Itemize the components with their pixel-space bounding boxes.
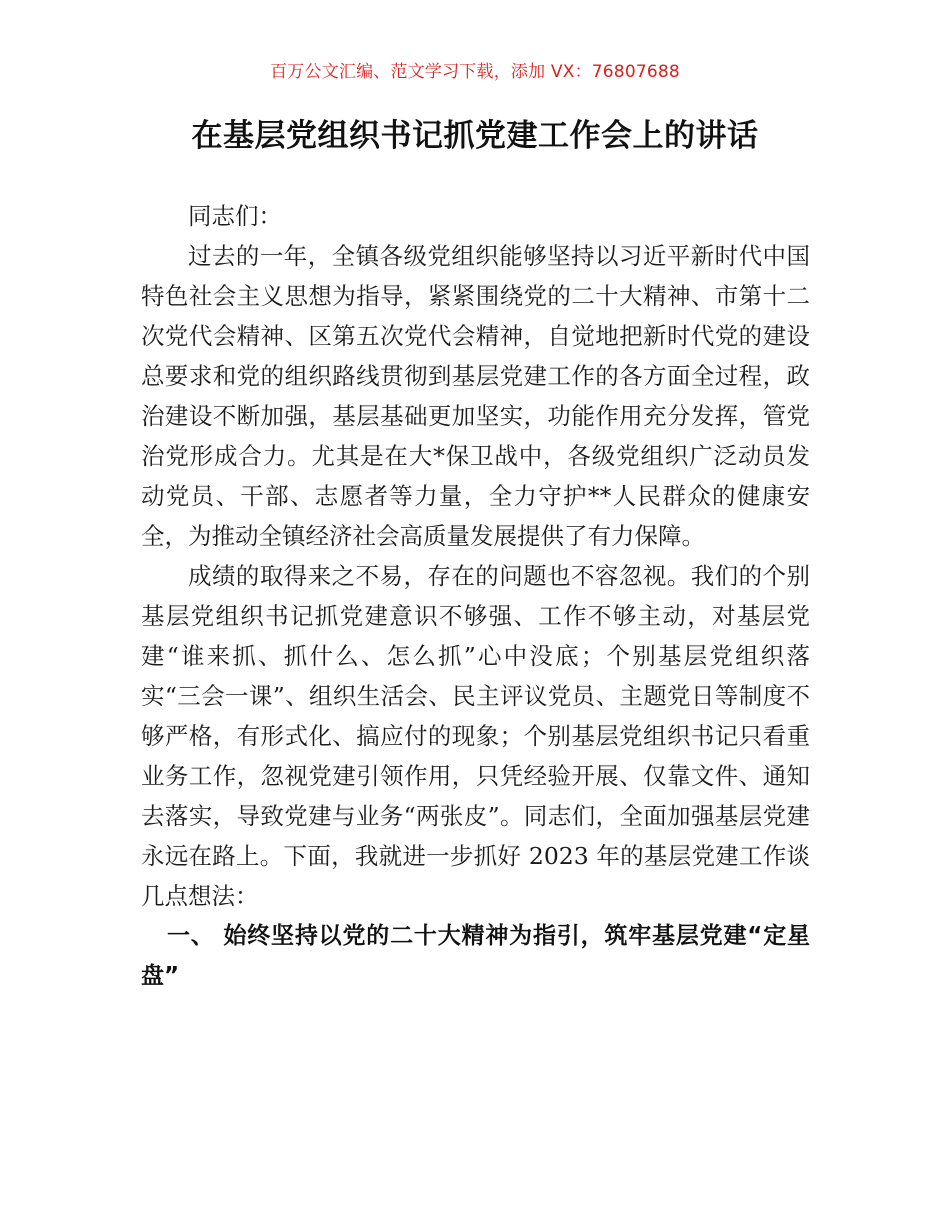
document-title: 在基层党组织书记抓党建工作会上的讲话 [191, 118, 759, 154]
section-heading-1: 一、 始终坚持以党的二十大精神为指引，筑牢基层党建“定星盘” [141, 923, 810, 989]
header-watermark: 百万公文汇编、范文学习下载，添加 VX：76807688 [270, 62, 680, 82]
salutation: 同志们： [188, 202, 282, 230]
document-body [141, 196, 810, 996]
paragraph-1: 过去的一年，全镇各级党组织能够坚持以习近平新时代中国特色社会主义思想为指导，紧紧围绕党的二十大精神、市第十二次党代会精神、区第五次党代会精神，自觉地把新时代党的建设总要求和党的组织路线贯彻到基层党建工作的各方面全过程，政治建设不断加强，基层基础更加坚实，功能作用充分发挥，管党治党形成合力。尤其是在大*保卫战中，各级党组织广泛动员发动党员、干部、志愿者等力量，全力守护**人民群众的健康安全，为推动全镇经济社会高质量发展提供了有力保障。 [141, 242, 810, 550]
paragraph-2: 成绩的取得来之不易，存在的问题也不容忽视。我们的个别基层党组织书记抓党建意识不够强、工作不够主动，对基层党建“谁来抓、抓什么、怎么抓”心中没底；个别基层党组织落实“三会一课”、组织生活会、民主评议党员、主题党日等制度不够严格，有形式化、搞应付的现象；个别基层党组织书记只看重业务工作，忽视党建引领作用，只凭经验开展、仅靠文件、通知去落实，导致党建与业务“两张皮”。同志们，全面加强基层党建永远在路上。下面，我就进一步抓好 2023 年的基层党建工作谈几点想法： [141, 562, 810, 910]
